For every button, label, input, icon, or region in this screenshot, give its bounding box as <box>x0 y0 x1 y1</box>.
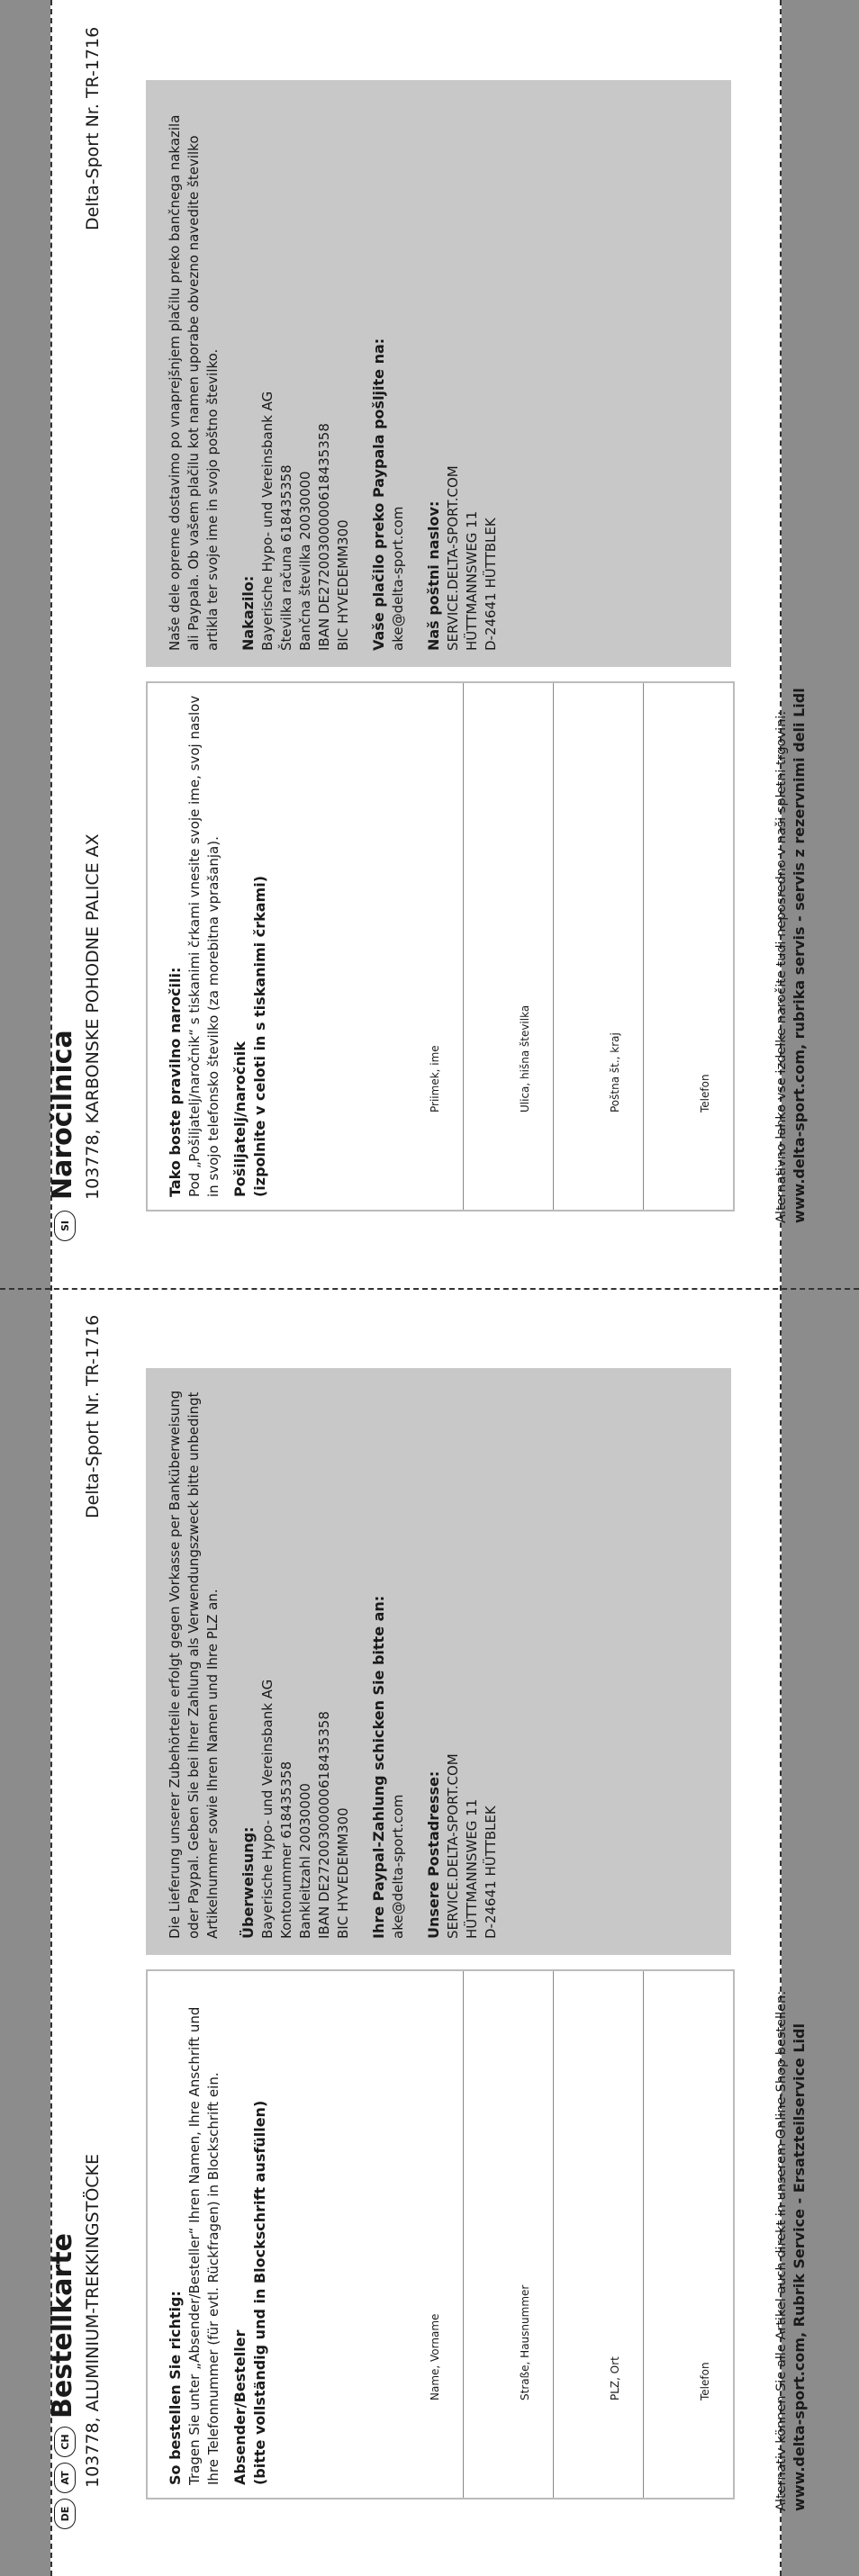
postal-line: D-24641 HÜTTBLEK <box>483 518 499 651</box>
online-shop-text: Alternativno lahko vse izdelke naročite tudi neposredno v naši spletni trgovini: <box>774 710 789 1223</box>
country-badge-de: DE <box>54 2499 76 2529</box>
postal-line: SERVICE.DELTA-SPORT.COM <box>445 1753 461 1939</box>
sender-heading: Pošiljatelj/naročnik <box>231 1041 249 1197</box>
bank-line: Kontonummer 618435358 <box>278 1761 294 1939</box>
how-to-order-heading: Tako boste pravilno naročili: <box>167 967 184 1197</box>
paypal-email[interactable]: ake@delta-sport.com <box>390 1794 406 1939</box>
country-badge-at: AT <box>54 2463 76 2493</box>
payment-info-box <box>146 80 731 667</box>
bank-line: Številka računa 618435358 <box>278 464 294 651</box>
article-number: Delta-Sport Nr. TR-1716 <box>83 26 103 230</box>
country-badges <box>54 2427 76 2529</box>
bank-line: IBAN DE27200300000618435358 <box>316 1711 332 1939</box>
sender-form-box <box>146 681 735 1211</box>
field-label-street: Ulica, hišna številka <box>519 1004 531 1112</box>
online-shop-link[interactable]: www.delta-sport.com, rubrika servis - servis z rezervnimi deli Lidl <box>791 688 808 1223</box>
card-title: Bestellkarte <box>47 2232 78 2418</box>
field-label-city: Poštna št., kraj <box>609 1032 621 1112</box>
field-label-name: Name, Vorname <box>429 2313 441 2400</box>
field-label-name: Priimek, ime <box>429 1045 441 1112</box>
sender-subheading: (izpolnite v celoti in s tiskanimi črkami) <box>251 875 268 1197</box>
paypal-email[interactable]: ake@delta-sport.com <box>390 506 406 651</box>
name-field[interactable] <box>463 1971 464 2498</box>
bank-line: Bankleitzahl 20030000 <box>297 1783 313 1939</box>
postal-line: SERVICE.DELTA-SPORT.COM <box>445 465 461 651</box>
payment-intro: Die Lieferung unserer Zubehörteile erfolgt gegen Vorkasse per Banküberweisung oder Paypal. Geben Sie bei Ihrer Zahlung als Verwendungszweck bitte unbedingt Artikelnummer sowie Ihren Namen und Ihre PLZ an. <box>167 1390 221 1939</box>
card-title: Naročilnica <box>47 1030 78 1200</box>
transfer-heading: Nakazilo: <box>240 575 257 651</box>
field-label-phone: Telefon <box>699 2362 711 2400</box>
bank-line: Bayerische Hypo- und Vereinsbank AG <box>259 1679 276 1939</box>
postal-heading: Naš poštni naslov: <box>425 500 442 651</box>
how-to-order-text: Tragen Sie unter „Absender/Besteller“ Ihren Namen, Ihre Anschrift und Ihre Telefonnummer (für evtl. Rückfragen) in Blockschrift ein. <box>186 2006 222 2485</box>
transfer-heading: Überweisung: <box>240 1826 257 1939</box>
sender-fields <box>409 683 733 1210</box>
field-label-street: Straße, Hausnummer <box>519 2284 531 2400</box>
how-to-order-heading: So bestellen Sie richtig: <box>167 2291 184 2485</box>
country-badge-si: SI <box>54 1211 76 1241</box>
how-to-order-text: Pod „Pošiljatelj/naročnik“ s tiskanimi črkami vnesite svoje ime, svoj naslov in svojo telefonsko številko (za morebitna vprašanja). <box>186 695 222 1197</box>
sender-form-box <box>146 1969 735 2499</box>
country-badge-ch: CH <box>54 2427 76 2457</box>
bank-line: IBAN DE27200300000618435358 <box>316 423 332 651</box>
street-field[interactable] <box>553 683 554 1210</box>
sender-heading: Absender/Besteller <box>231 2329 249 2485</box>
bank-line: BIC HYVEDEMM300 <box>335 519 351 651</box>
sender-subheading: (bitte vollständig und in Blockschrift ausfüllen) <box>251 2100 268 2485</box>
field-label-phone: Telefon <box>699 1074 711 1112</box>
postal-heading: Unsere Postadresse: <box>425 1770 442 1939</box>
card-subtitle: 103778, KARBONSKE POHODNE PALICE AX <box>83 833 103 1200</box>
payment-intro: Naše dele opreme dostavimo po vnaprejšnjem plačilu preko bančnega nakazila ali Paypala. Ob vašem plačilu kot namen uporabe obvezno navedite številko artikla ter svoje ime in svojo poštno številko. <box>167 114 221 651</box>
order-card-de <box>0 1288 859 2576</box>
online-shop-link[interactable]: www.delta-sport.com, Rubrik Service - Ersatzteilservice Lidl <box>791 2023 808 2511</box>
sender-fields <box>409 1971 733 2498</box>
card-subtitle: 103778, ALUMINIUM-TREKKINGSTÖCKE <box>83 2153 103 2488</box>
article-number: Delta-Sport Nr. TR-1716 <box>83 1314 103 1518</box>
country-badges <box>54 1211 76 1241</box>
online-shop-note <box>773 53 809 1223</box>
bank-line: Bayerische Hypo- und Vereinsbank AG <box>259 391 276 651</box>
payment-info-box <box>146 1368 731 1955</box>
city-field[interactable] <box>643 683 644 1210</box>
name-field[interactable] <box>463 683 464 1210</box>
online-shop-note <box>773 1341 809 2511</box>
bank-line: BIC HYVEDEMM300 <box>335 1807 351 1939</box>
bank-line: Bančna številka 20030000 <box>297 471 313 651</box>
city-field[interactable] <box>643 1971 644 2498</box>
paypal-heading: Ihre Paypal-Zahlung schicken Sie bitte an: <box>370 1595 387 1939</box>
online-shop-text: Alternativ können Sie alle Artikel auch direkt in unserem Online-Shop bestellen: <box>774 1990 789 2511</box>
paypal-heading: Vaše plačilo preko Paypala pošljite na: <box>370 338 387 651</box>
postal-line: HÜTTMANNSWEG 11 <box>464 510 480 651</box>
postal-line: HÜTTMANNSWEG 11 <box>464 1798 480 1939</box>
postal-line: D-24641 HÜTTBLEK <box>483 1806 499 1939</box>
field-label-city: PLZ, Ort <box>609 2356 621 2400</box>
street-field[interactable] <box>553 1971 554 2498</box>
